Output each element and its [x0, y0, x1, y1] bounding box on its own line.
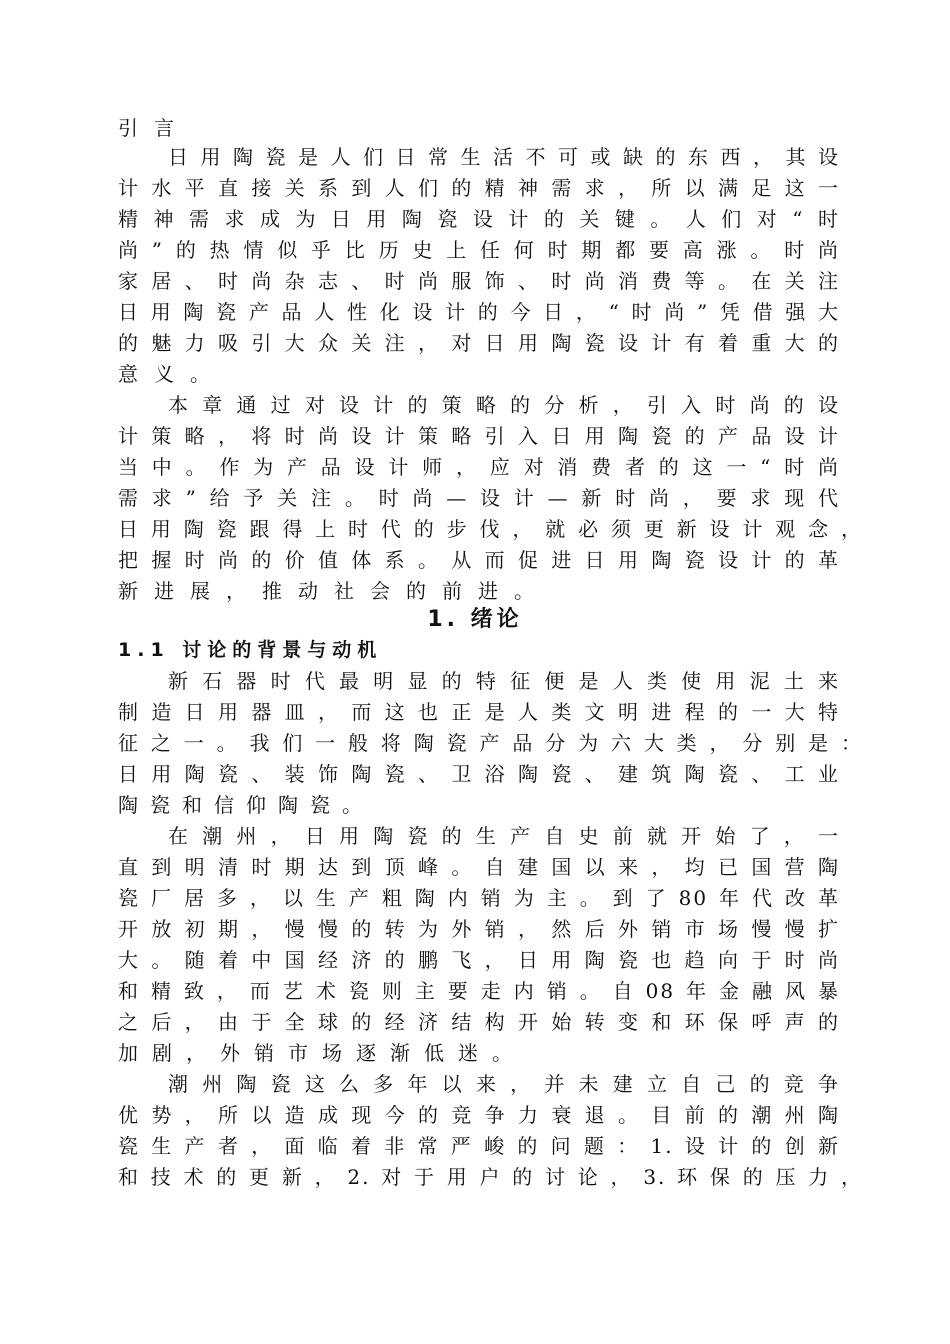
text-line: 的魅力吸引大众关注，对日用陶瓷设计有着重大的 [118, 331, 840, 355]
text-line: 日用陶瓷跟得上时代的步伐，就必须更新设计观念， [118, 517, 863, 541]
text-line: 当中。作为产品设计师，应对消费者的这一“时尚 [118, 455, 840, 479]
text-line: 陶瓷和信仰陶瓷。 [118, 793, 374, 817]
text-line: 日用陶瓷产品人性化设计的今日，“时尚”凭借强大 [118, 300, 840, 324]
text-line: 在潮州，日用陶瓷的生产自史前就开始了，一 [168, 824, 840, 848]
text-line: 家居、时尚杂志、时尚服饰、时尚消费等。在关注 [118, 269, 840, 293]
text-line: 大。随着中国经济的鹏飞，日用陶瓷也趋向于时尚 [118, 948, 840, 972]
text-line: 新石器时代最明显的特征便是人类使用泥土来 [168, 669, 840, 693]
text-line: 需求”给予关注。时尚—设计—新时尚，要求现代 [118, 486, 840, 510]
text-line: 征之一。我们一般将陶瓷产品分为六大类，分别是： [118, 731, 863, 755]
text-line: 本章通过对设计的策略的分析，引入时尚的设 [168, 393, 840, 417]
text-line: 计水平直接关系到人们的精神需求，所以满足这一 [118, 176, 840, 200]
text-line: 潮州陶瓷这么多年以来，并未建立自己的竞争 [168, 1072, 840, 1096]
text-line: 瓷生产者，面临着非常严峻的问题：1.设计的创新 [118, 1134, 840, 1158]
text-line: 日用陶瓷是人们日常生活不可或缺的东西，其设 [168, 145, 840, 169]
intro-label: 引言 [118, 116, 190, 140]
text-line: 新进展，推动社会的前进。 [118, 579, 550, 603]
section-title: 1.1 讨论的背景与动机 [118, 639, 383, 661]
text-line: 意义。 [118, 362, 226, 386]
text-line: 和精致，而艺术瓷则主要走内销。自08年金融风暴 [118, 979, 840, 1003]
text-line: 把握时尚的价值体系。从而促进日用陶瓷设计的革 [118, 548, 840, 572]
text-line: 加剧，外销市场逐渐低迷。 [118, 1041, 526, 1065]
text-line: 直到明清时期达到顶峰。自建国以来，均已国营陶 [118, 855, 840, 879]
text-line: 开放初期，慢慢的转为外销，然后外销市场慢慢扩 [118, 917, 840, 941]
text-line: 尚”的热情似乎比历史上任何时期都要高涨。时尚 [118, 238, 840, 262]
text-line: 优势，所以造成现今的竞争力衰退。目前的潮州陶 [118, 1103, 840, 1127]
text-line: 制造日用器皿，而这也正是人类文明进程的一大特 [118, 700, 840, 724]
text-line: 计策略，将时尚设计策略引入日用陶瓷的产品设计 [118, 424, 840, 448]
text-line: 之后，由于全球的经济结构开始转变和环保呼声的 [118, 1010, 840, 1034]
text-line: 瓷厂居多，以生产粗陶内销为主。到了80年代改革 [118, 886, 840, 910]
text-line: 精神需求成为日用陶瓷设计的关键。人们对“时 [118, 207, 840, 231]
text-line: 和技术的更新，2.对于用户的讨论，3.环保的压力， [118, 1165, 863, 1189]
text-line: 日用陶瓷、装饰陶瓷、卫浴陶瓷、建筑陶瓷、工业 [118, 762, 840, 786]
chapter-title: 1. 绪论 [427, 607, 523, 632]
